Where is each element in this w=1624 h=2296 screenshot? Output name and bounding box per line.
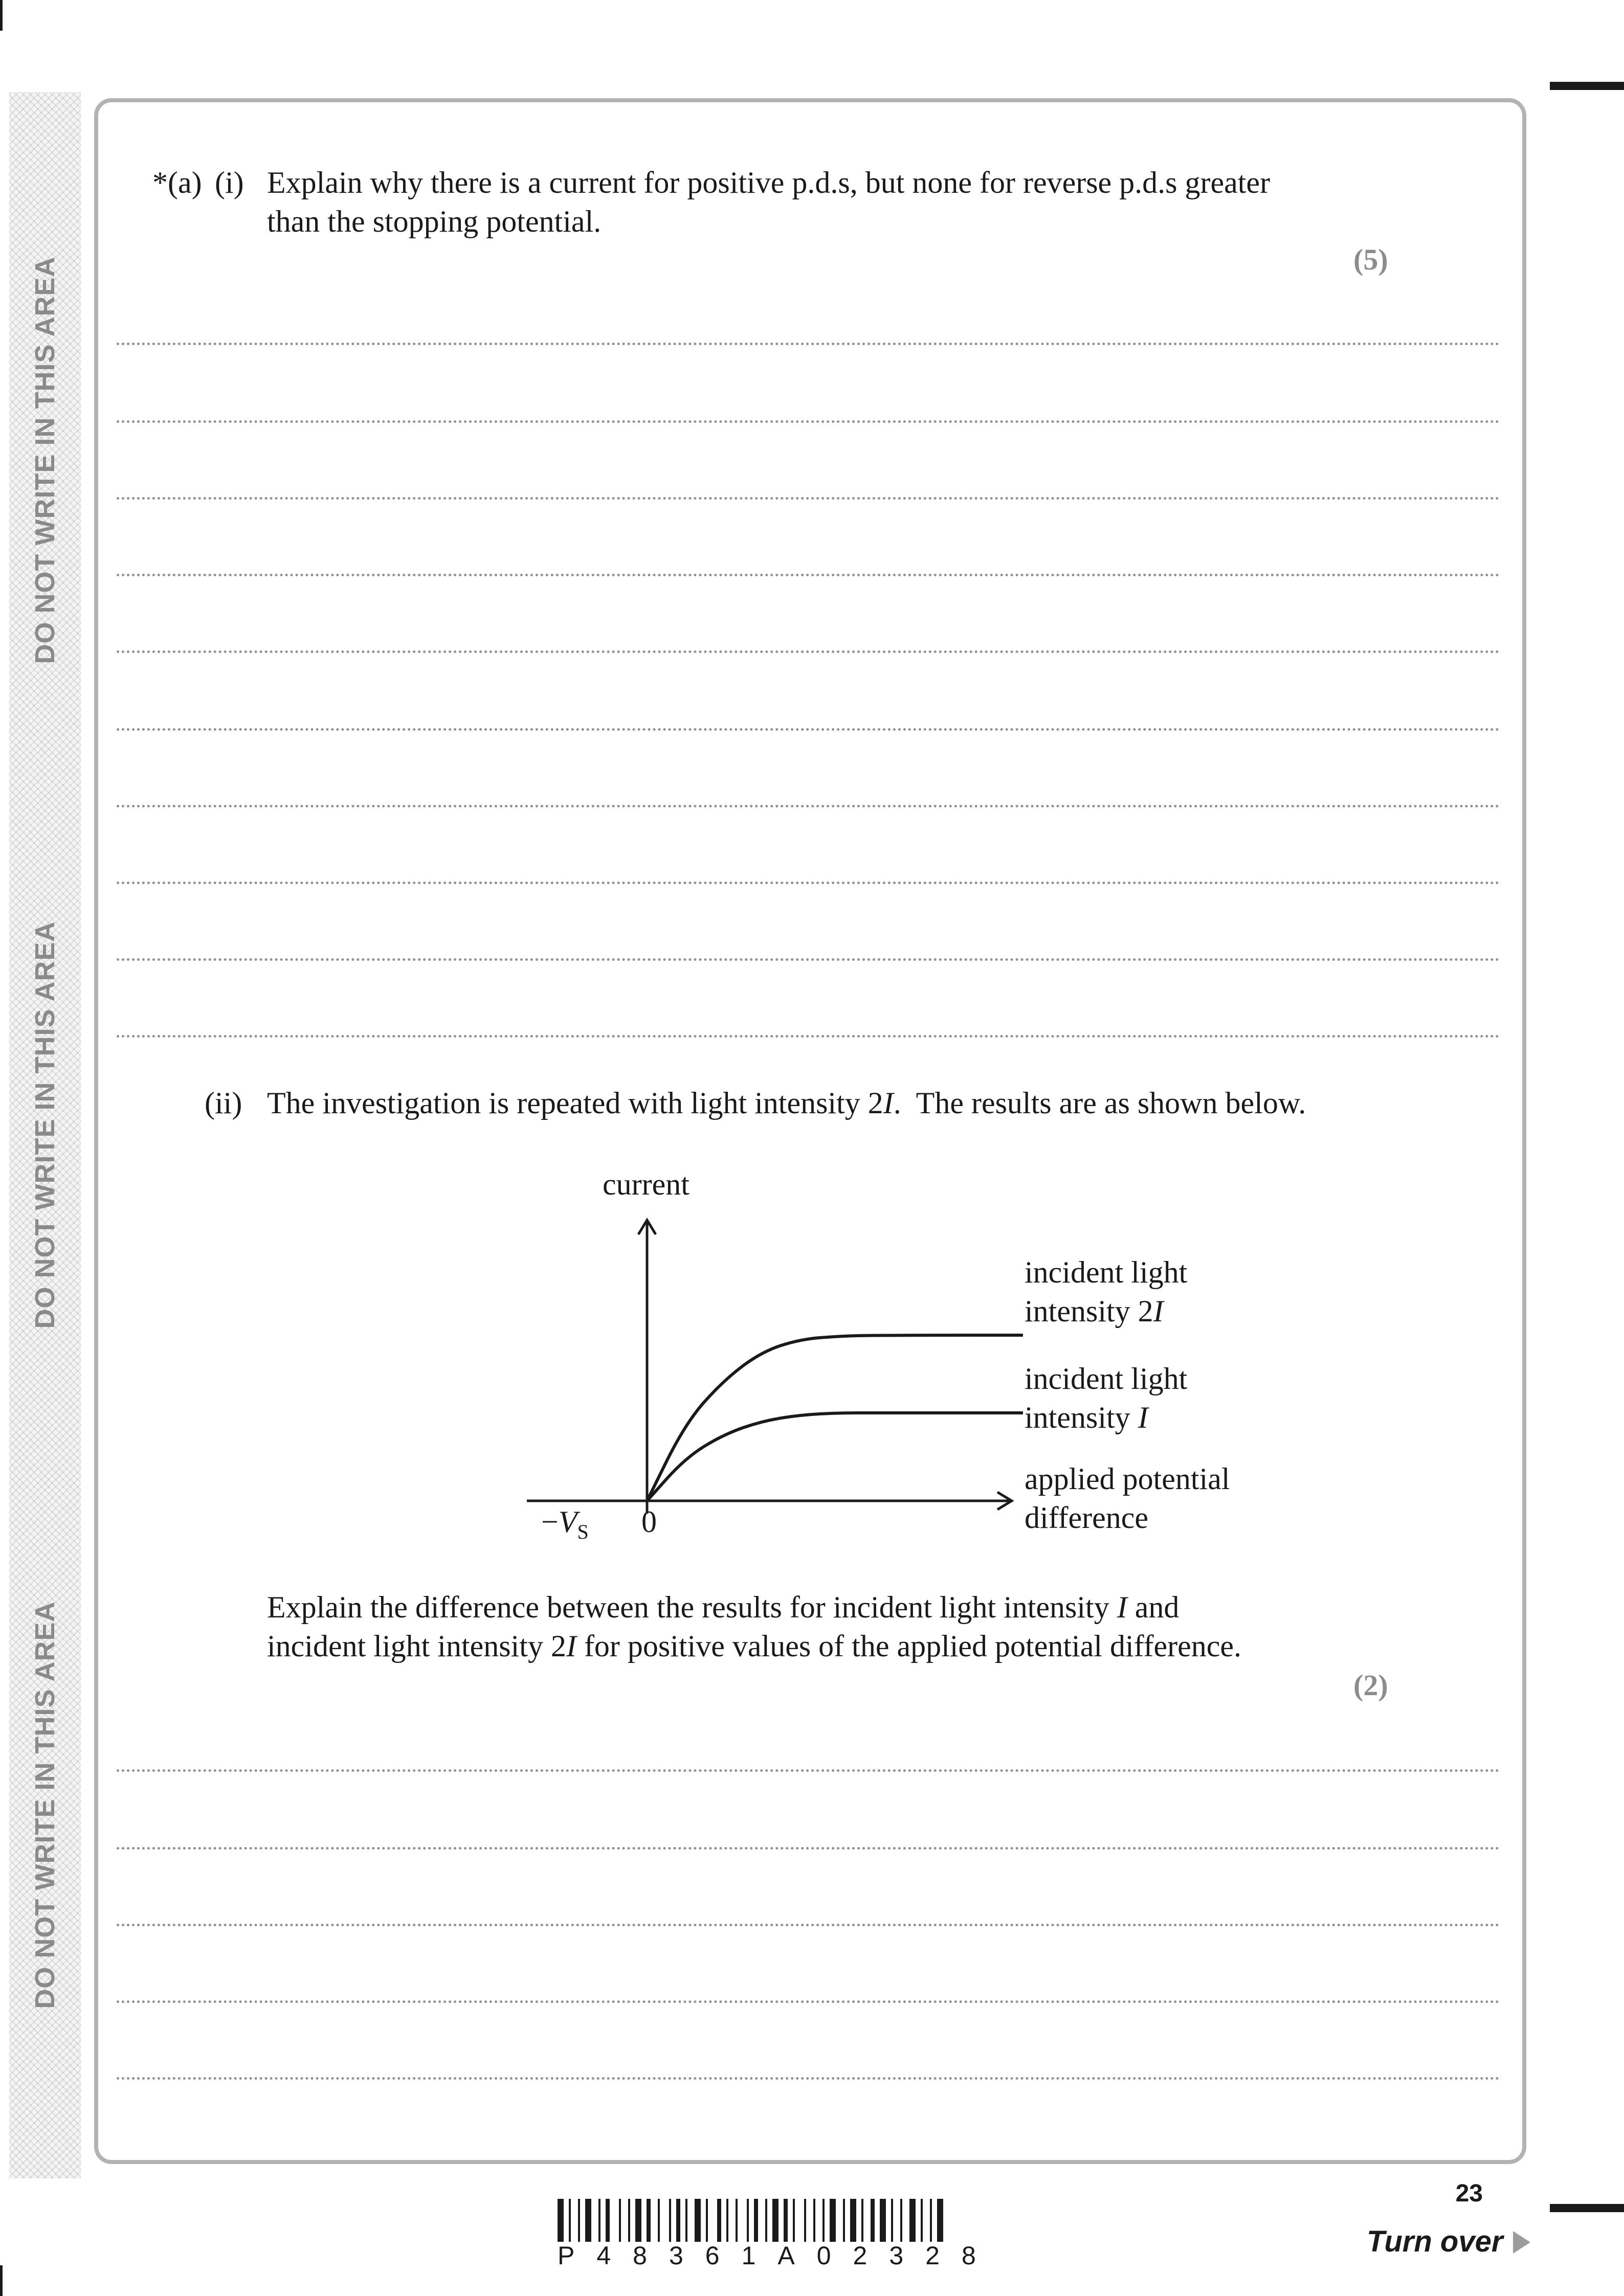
tick-label-stopping-potential [541, 1502, 589, 1551]
page-number: 23 [1455, 2180, 1483, 2207]
marks-a-ii: (2) [1353, 1669, 1388, 1702]
tick-label-origin: 0 [641, 1505, 657, 1539]
barcode-bar [880, 2199, 886, 2242]
margin-warning-middle: DO NOT WRITE IN THIS AREA [30, 921, 60, 1329]
question-a-ii-prompt-line2: incident light intensity 2I for positive values of the applied potential difference. [267, 1629, 1242, 1663]
marks-a-i: (5) [1353, 243, 1388, 276]
barcode-bar [754, 2199, 758, 2242]
barcode-bar [585, 2199, 591, 2242]
answer-frame [94, 98, 1526, 2164]
barcode-bar [676, 2199, 680, 2242]
question-a-i-line2: than the stopping potential. [267, 205, 602, 238]
turn-over-label: Turn over [1367, 2225, 1503, 2258]
barcode-bar [717, 2199, 721, 2242]
crop-mark [0, 0, 3, 31]
barcode-bar [772, 2199, 778, 2242]
v-symbol: V [558, 1505, 577, 1539]
barcode-bar [909, 2199, 916, 2242]
barcode-bar [695, 2199, 701, 2242]
barcode-bar [578, 2199, 580, 2242]
answer-line[interactable] [117, 1924, 1500, 1926]
answer-line[interactable] [117, 2000, 1500, 2003]
legend-2I-line2: intensity 2I [1025, 1294, 1164, 1328]
legend-I-line1: incident light [1025, 1362, 1188, 1395]
margin-warning-bottom: DO NOT WRITE IN THIS AREA [30, 1601, 60, 2009]
barcode-bar [685, 2199, 687, 2242]
barcode-bar [813, 2199, 815, 2242]
barcode-bar [606, 2199, 610, 2242]
crop-mark [1550, 2204, 1624, 2212]
legend-2I-line1: incident light [1025, 1255, 1188, 1289]
barcode-bar [635, 2199, 641, 2242]
barcode-bar [804, 2199, 806, 2242]
question-number: *(a) [152, 166, 202, 199]
question-a-ii-prompt-line1: Explain the difference between the results for incident light intensity I and [267, 1590, 1180, 1624]
question-a-i-line1: Explain why there is a current for positive p.d.s, but none for reverse p.d.s greater [267, 166, 1271, 199]
barcode-bar [784, 2199, 788, 2242]
question-part-ii: (ii) [205, 1086, 242, 1120]
barcode-bar [628, 2199, 630, 2242]
answer-line[interactable] [117, 650, 1500, 653]
barcode-bar [921, 2199, 923, 2242]
barcode-bar [830, 2199, 836, 2242]
answer-line[interactable] [117, 2077, 1500, 2080]
barcode-bar [937, 2199, 943, 2242]
barcode-bar [822, 2199, 825, 2242]
barcode-bar [747, 2199, 749, 2242]
barcode-bar [647, 2199, 651, 2242]
s-subscript: S [577, 1520, 589, 1543]
question-part-i: (i) [215, 166, 244, 199]
x-axis-label-line1: applied potential [1025, 1462, 1230, 1496]
answer-line[interactable] [117, 343, 1500, 345]
barcode-bar [871, 2199, 875, 2242]
barcode-bar [861, 2199, 863, 2242]
answer-line[interactable] [117, 958, 1500, 961]
question-a-ii-intro: The investigation is repeated with light intensity 2I. The results are as shown below. [267, 1086, 1306, 1120]
minus-sign: − [541, 1505, 559, 1539]
answer-line[interactable] [117, 574, 1500, 576]
barcode-bar [619, 2199, 621, 2242]
answer-line[interactable] [117, 497, 1500, 500]
barcode [558, 2199, 1130, 2242]
barcode-bar [930, 2199, 932, 2242]
answer-line[interactable] [117, 1847, 1500, 1850]
margin-warning-top: DO NOT WRITE IN THIS AREA [30, 256, 60, 664]
barcode-bar [706, 2199, 708, 2242]
barcode-bar [843, 2199, 845, 2242]
barcode-bar [569, 2199, 571, 2242]
answer-line[interactable] [117, 728, 1500, 731]
answer-line[interactable] [117, 1769, 1500, 1772]
answer-line[interactable] [117, 805, 1500, 807]
barcode-bar [669, 2199, 671, 2242]
barcode-text: P48361A02328 [558, 2241, 998, 2270]
legend-I-line2: intensity I [1025, 1401, 1148, 1434]
curve-intensity-I [647, 1413, 1023, 1501]
barcode-bar [793, 2199, 795, 2242]
answer-line[interactable] [117, 1035, 1500, 1038]
x-axis-label-line2: difference [1025, 1501, 1149, 1535]
barcode-bar [900, 2199, 902, 2242]
curve-intensity-2I [647, 1335, 1023, 1501]
barcode-bar [558, 2199, 564, 2242]
answer-line[interactable] [117, 882, 1500, 884]
barcode-bar [850, 2199, 856, 2242]
turn-over-arrow-icon [1513, 2231, 1530, 2254]
answer-line[interactable] [117, 420, 1500, 423]
barcode-bar [891, 2199, 893, 2242]
y-axis-label: current [603, 1167, 689, 1201]
barcode-bar [658, 2199, 660, 2242]
barcode-bar [736, 2199, 738, 2242]
crop-mark [0, 2265, 3, 2296]
barcode-bar [726, 2199, 728, 2242]
barcode-bar [765, 2199, 767, 2242]
crop-mark [1550, 82, 1624, 90]
barcode-bar [598, 2199, 600, 2242]
